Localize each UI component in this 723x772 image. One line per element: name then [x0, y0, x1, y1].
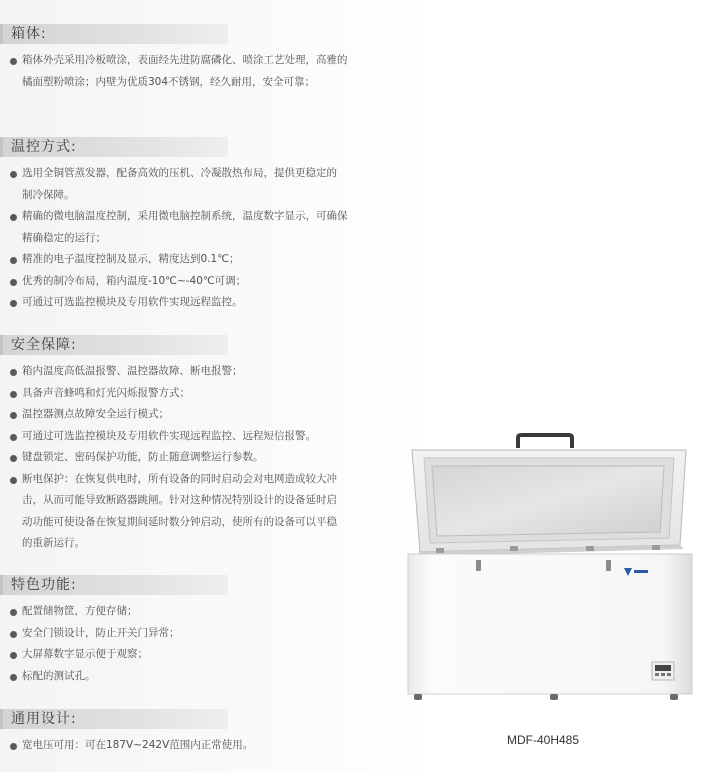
list-item: 标配的测试孔。 [0, 666, 367, 688]
bullet-icon [10, 171, 17, 178]
list-item: 箱内温度高低温报警、温控器故障、断电报警； [0, 361, 367, 383]
list-item: 配置储物筐，方便存储； [0, 601, 367, 623]
list-item: 键盘锁定、密码保护功能，防止随意调整运行参数。 [0, 447, 367, 469]
section-general [0, 709, 380, 757]
list-item: 具备声音蜂鸣和灯光闪烁报警方式； [0, 383, 367, 405]
section-cabinet [0, 24, 380, 93]
bullet-icon [10, 609, 17, 616]
bullet-icon [10, 58, 17, 65]
section-temp-control [0, 137, 380, 314]
bullet-icon [10, 743, 17, 750]
list-item: 大屏幕数字显示便于观察； [0, 644, 367, 666]
section-title: 特色功能: [0, 575, 228, 595]
section-title: 温控方式: [0, 137, 228, 157]
bullet-icon [10, 369, 17, 376]
list-item: 可通过可选监控模块及专用软件实现远程监控、远程短信报警。 [0, 426, 382, 448]
list-item: 选用全铜管蒸发器，配备高效的压机、冷凝散热布局，提供更稳定的制冷保障。 [0, 163, 347, 206]
bullet-icon [10, 257, 17, 264]
bullet-icon [10, 434, 17, 441]
list-item: 精确的微电脑温度控制，采用微电脑控制系统，温度数字显示，可确保精确稳定的运行； [0, 206, 354, 249]
product-model: MDF-40H485 [507, 733, 580, 747]
list-item: 温控器测点故障安全运行模式； [0, 404, 367, 426]
bullet-icon [10, 300, 17, 307]
section-title: 安全保障: [0, 335, 228, 355]
bullet-icon [10, 391, 17, 398]
bullet-icon [10, 279, 17, 286]
bullet-icon [10, 631, 17, 638]
section-title: 箱体: [0, 24, 228, 44]
list-item: 箱体外壳采用冷板喷涂，表面经先进防腐磷化、喷涂工艺处理，高雅的橘面塑粉喷涂；内壁为优质304不锈钢，经久耐用，安全可靠； [0, 50, 357, 93]
freezer-icon [400, 430, 700, 705]
bullet-icon [10, 214, 17, 221]
list-item: 优秀的制冷布局，箱内温度-10℃~-40℃可调； [0, 271, 367, 293]
bullet-icon [10, 477, 17, 484]
bullet-icon [10, 455, 17, 462]
list-item: 精准的电子温度控制及显示，精度达到0.1℃； [0, 249, 367, 271]
list-item: 安全门锁设计，防止开关门异常； [0, 623, 367, 645]
section-safety [0, 335, 380, 555]
chest-freezer-illustration [400, 430, 700, 705]
list-item: 宽电压可用：可在187V~242V范围内正常使用。 [0, 735, 367, 757]
section-title: 通用设计: [0, 709, 228, 729]
list-item: 断电保护：在恢复供电时，所有设备的同时启动会对电网造成较大冲击，从而可能导致断路器跳闸。针对这种情况特别设计的设备延时启动功能可使设备在恢复期间延时数分钟启动，使所有的设备可以平稳的重新运行。 [0, 469, 347, 555]
bullet-icon [10, 412, 17, 419]
list-item: 可通过可选监控模块及专用软件实现远程监控。 [0, 292, 367, 314]
bullet-icon [10, 652, 17, 659]
section-features [0, 575, 380, 687]
bullet-icon [10, 674, 17, 681]
